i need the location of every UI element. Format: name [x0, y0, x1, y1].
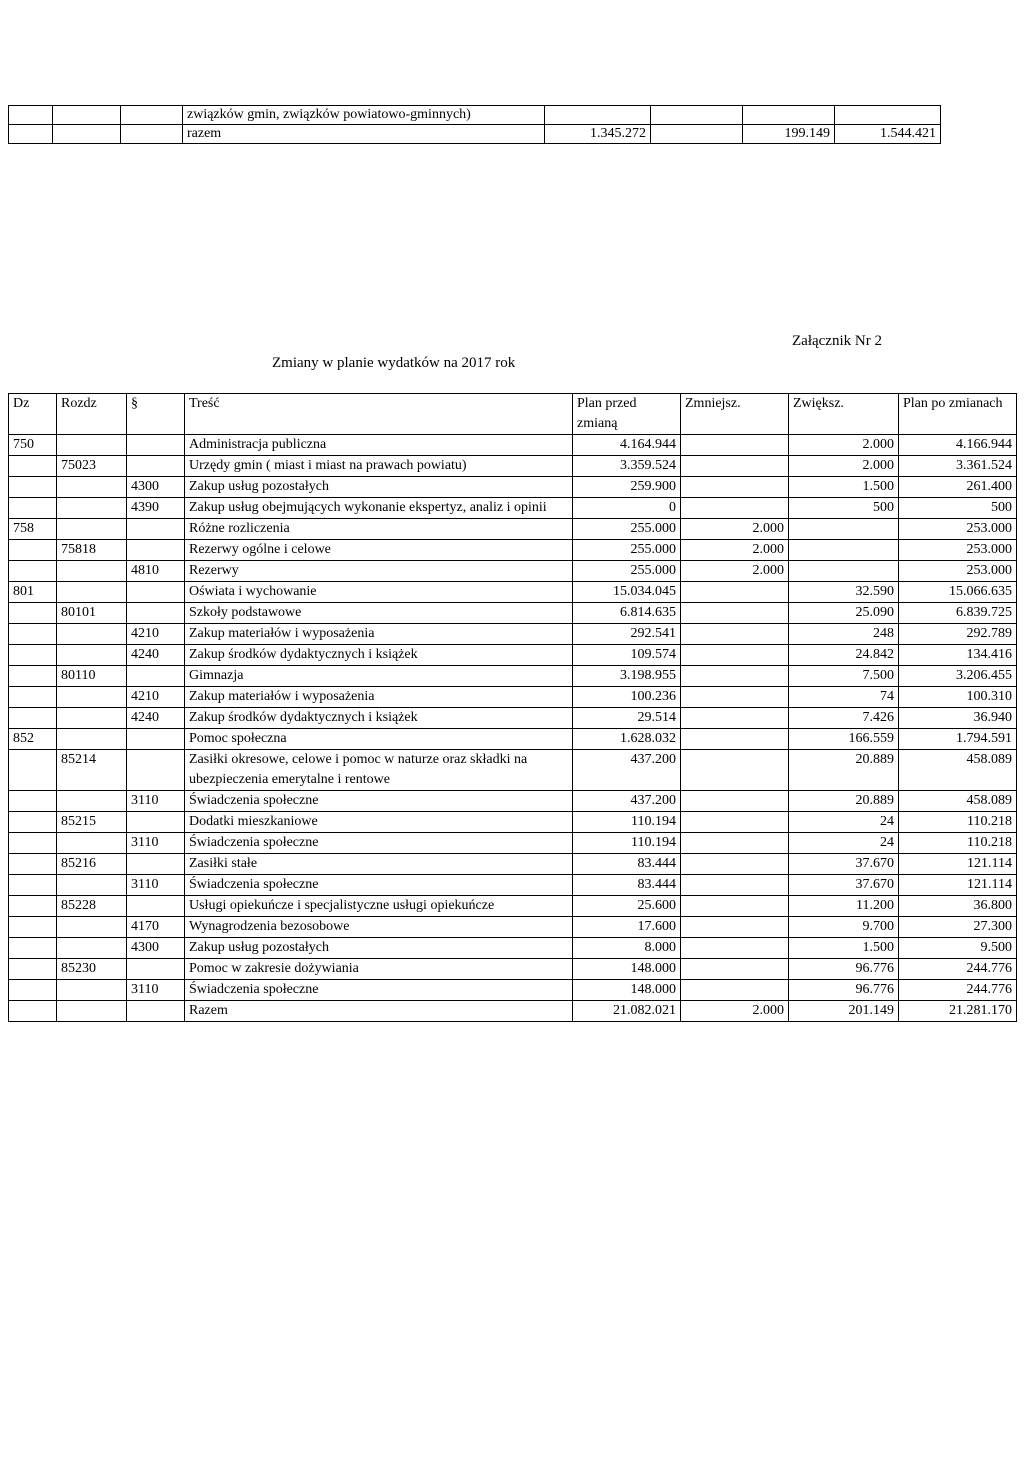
plan-before-cell: 110.194: [573, 833, 681, 854]
plan-after-cell: 110.218: [899, 833, 1017, 854]
increase-cell: 37.670: [789, 875, 899, 896]
paragraph-cell: 4300: [127, 477, 185, 498]
paragraph-cell: 4240: [127, 645, 185, 666]
tresc-cell: Zakup usług pozostałych: [185, 477, 573, 498]
table-row: [9, 519, 1017, 540]
dz-cell: [9, 833, 57, 854]
increase-cell: 2.000: [789, 435, 899, 456]
paragraph-cell: [127, 456, 185, 477]
decrease-cell: [681, 477, 789, 498]
decrease-cell: 2.000: [681, 540, 789, 561]
paragraph-cell: [127, 603, 185, 624]
header-paragraph: §: [127, 394, 185, 435]
rozdz-cell: 75818: [57, 540, 127, 561]
paragraph-cell: 4210: [127, 687, 185, 708]
plan-after-cell: 121.114: [899, 854, 1017, 875]
decrease-cell: [651, 125, 743, 144]
header-plan-after: Plan po zmianach: [899, 394, 1017, 435]
increase-cell: 96.776: [789, 959, 899, 980]
plan-after-cell: 253.000: [899, 519, 1017, 540]
paragraph-cell: [127, 519, 185, 540]
paragraph-cell: [127, 896, 185, 917]
increase-cell: 20.889: [789, 791, 899, 812]
table-row: [9, 833, 1017, 854]
increase-cell: 7.500: [789, 666, 899, 687]
plan-after-cell: 3.361.524: [899, 456, 1017, 477]
paragraph-cell: [127, 582, 185, 603]
increase-cell: 74: [789, 687, 899, 708]
plan-before-cell: 255.000: [573, 519, 681, 540]
increase-cell: 20.889: [789, 750, 899, 791]
tresc-cell: Świadczenia społeczne: [185, 875, 573, 896]
rozdz-cell: 85230: [57, 959, 127, 980]
dz-cell: 758: [9, 519, 57, 540]
razem-label: razem: [183, 125, 545, 144]
header-dz: Dz: [9, 394, 57, 435]
annex-label: Załącznik Nr 2: [792, 333, 882, 349]
tresc-cell: Administracja publiczna: [185, 435, 573, 456]
rozdz-cell: [57, 729, 127, 750]
tresc-cell: Zakup środków dydaktycznych i książek: [185, 708, 573, 729]
plan-after-cell: 36.800: [899, 896, 1017, 917]
table-row: [9, 938, 1017, 959]
plan-before-cell: 29.514: [573, 708, 681, 729]
tresc-cell: Urzędy gmin ( miast i miast na prawach powiatu): [185, 456, 573, 477]
plan-after-cell: 9.500: [899, 938, 1017, 959]
header-row: [9, 394, 1017, 435]
table-row: [9, 896, 1017, 917]
continuation-text: związków gmin, związków powiatowo-gminnych): [183, 106, 545, 125]
tresc-cell: Zakup usług obejmujących wykonanie ekspertyz, analiz i opinii: [185, 498, 573, 519]
decrease-cell: [681, 854, 789, 875]
tresc-cell: Różne rozliczenia: [185, 519, 573, 540]
table-row: [9, 435, 1017, 456]
decrease-cell: [681, 456, 789, 477]
plan-before-cell: 25.600: [573, 896, 681, 917]
rozdz-cell: 75023: [57, 456, 127, 477]
dz-cell: [9, 791, 57, 812]
table-row: [9, 980, 1017, 1001]
tresc-cell: Wynagrodzenia bezosobowe: [185, 917, 573, 938]
increase-cell: 199.149: [743, 125, 835, 144]
decrease-cell: [681, 833, 789, 854]
decrease-cell: [681, 582, 789, 603]
tresc-cell: Świadczenia społeczne: [185, 833, 573, 854]
plan-after-cell: 500: [899, 498, 1017, 519]
tresc-cell: Pomoc społeczna: [185, 729, 573, 750]
decrease-cell: [681, 917, 789, 938]
tresc-cell: Szkoły podstawowe: [185, 603, 573, 624]
plan-before-cell: 110.194: [573, 812, 681, 833]
increase-cell: 24: [789, 833, 899, 854]
plan-after-cell: 4.166.944: [899, 435, 1017, 456]
increase-cell: 24: [789, 812, 899, 833]
plan-before-cell: 15.034.045: [573, 582, 681, 603]
decrease-cell: [681, 896, 789, 917]
dz-cell: [9, 666, 57, 687]
rozdz-cell: [57, 875, 127, 896]
rozdz-cell: [57, 477, 127, 498]
tresc-cell: Świadczenia społeczne: [185, 980, 573, 1001]
plan-after-cell: 253.000: [899, 540, 1017, 561]
decrease-cell: [681, 624, 789, 645]
tresc-cell: Razem: [185, 1001, 573, 1022]
table-row: [9, 540, 1017, 561]
plan-before-cell: 437.200: [573, 750, 681, 791]
dz-cell: [9, 938, 57, 959]
dz-cell: [9, 540, 57, 561]
decrease-cell: [681, 645, 789, 666]
table-row: [9, 603, 1017, 624]
increase-cell: 32.590: [789, 582, 899, 603]
dz-cell: [9, 645, 57, 666]
table-row: [9, 1001, 1017, 1022]
tresc-cell: Dodatki mieszkaniowe: [185, 812, 573, 833]
dz-cell: 801: [9, 582, 57, 603]
increase-cell: 2.000: [789, 456, 899, 477]
rozdz-cell: [57, 833, 127, 854]
dz-cell: [9, 708, 57, 729]
plan-before-cell: 259.900: [573, 477, 681, 498]
increase-cell: [789, 561, 899, 582]
rozdz-cell: [57, 498, 127, 519]
paragraph-cell: [127, 854, 185, 875]
decrease-cell: [681, 875, 789, 896]
increase-cell: 166.559: [789, 729, 899, 750]
tresc-cell: Świadczenia społeczne: [185, 791, 573, 812]
rozdz-cell: [57, 917, 127, 938]
rozdz-cell: 80101: [57, 603, 127, 624]
plan-after-cell: 3.206.455: [899, 666, 1017, 687]
table-row: [9, 854, 1017, 875]
dz-cell: [9, 750, 57, 791]
header-rozdz: Rozdz: [57, 394, 127, 435]
dz-cell: 750: [9, 435, 57, 456]
tresc-cell: Zakup usług pozostałych: [185, 938, 573, 959]
table-row: [9, 917, 1017, 938]
increase-cell: [789, 540, 899, 561]
rozdz-cell: [57, 435, 127, 456]
tresc-cell: Zakup materiałów i wyposażenia: [185, 687, 573, 708]
increase-cell: 1.500: [789, 938, 899, 959]
plan-before-cell: 148.000: [573, 980, 681, 1001]
expenditure-table: [8, 393, 1017, 1022]
tresc-cell: Zakup środków dydaktycznych i książek: [185, 645, 573, 666]
plan-before-cell: 6.814.635: [573, 603, 681, 624]
table-row: [9, 498, 1017, 519]
header-plan-before: Plan przed zmianą: [573, 394, 681, 435]
increase-cell: 201.149: [789, 1001, 899, 1022]
increase-cell: 9.700: [789, 917, 899, 938]
plan-before-cell: 1.628.032: [573, 729, 681, 750]
paragraph-cell: [127, 959, 185, 980]
rozdz-cell: [57, 791, 127, 812]
plan-before-cell: 17.600: [573, 917, 681, 938]
document-title: Zmiany w planie wydatków na 2017 rok: [272, 355, 516, 371]
plan-before-cell: 3.359.524: [573, 456, 681, 477]
tresc-cell: Gimnazja: [185, 666, 573, 687]
plan-after-cell: 15.066.635: [899, 582, 1017, 603]
decrease-cell: [681, 498, 789, 519]
paragraph-cell: [127, 750, 185, 791]
tresc-cell: Rezerwy ogólne i celowe: [185, 540, 573, 561]
dz-cell: 852: [9, 729, 57, 750]
table-row: [9, 582, 1017, 603]
increase-cell: 500: [789, 498, 899, 519]
decrease-cell: [681, 959, 789, 980]
dz-cell: [9, 603, 57, 624]
plan-after-cell: 110.218: [899, 812, 1017, 833]
decrease-cell: [681, 603, 789, 624]
paragraph-cell: 4170: [127, 917, 185, 938]
plan-before-cell: 109.574: [573, 645, 681, 666]
table-row: [9, 875, 1017, 896]
tresc-cell: Zasiłki stałe: [185, 854, 573, 875]
table-row: [9, 812, 1017, 833]
table-row: [9, 687, 1017, 708]
decrease-cell: [681, 666, 789, 687]
decrease-cell: [681, 729, 789, 750]
tresc-cell: Zasiłki okresowe, celowe i pomoc w naturze oraz składki na ubezpieczenia emerytalne i rentowe: [185, 750, 573, 791]
increase-cell: [789, 519, 899, 540]
increase-cell: 25.090: [789, 603, 899, 624]
dz-cell: [9, 498, 57, 519]
plan-before-cell: 1.345.272: [545, 125, 651, 144]
dz-cell: [9, 896, 57, 917]
rozdz-cell: 85215: [57, 812, 127, 833]
table-row: [9, 456, 1017, 477]
decrease-cell: 2.000: [681, 519, 789, 540]
table-row: [9, 645, 1017, 666]
plan-after-cell: 100.310: [899, 687, 1017, 708]
dz-cell: [9, 687, 57, 708]
plan-before-cell: 437.200: [573, 791, 681, 812]
table-row: [9, 477, 1017, 498]
decrease-cell: [681, 938, 789, 959]
plan-before-cell: 83.444: [573, 875, 681, 896]
plan-after-cell: 261.400: [899, 477, 1017, 498]
decrease-cell: 2.000: [681, 1001, 789, 1022]
plan-after-cell: 121.114: [899, 875, 1017, 896]
paragraph-cell: [127, 666, 185, 687]
rozdz-cell: [57, 582, 127, 603]
rozdz-cell: [57, 624, 127, 645]
table-row: [9, 624, 1017, 645]
paragraph-cell: [127, 812, 185, 833]
table-row: [9, 666, 1017, 687]
plan-before-cell: 4.164.944: [573, 435, 681, 456]
tresc-cell: Rezerwy: [185, 561, 573, 582]
plan-after-cell: 458.089: [899, 791, 1017, 812]
header-decrease: Zmniejsz.: [681, 394, 789, 435]
decrease-cell: [681, 812, 789, 833]
paragraph-cell: [127, 540, 185, 561]
paragraph-cell: 4300: [127, 938, 185, 959]
paragraph-cell: 4810: [127, 561, 185, 582]
rozdz-cell: [57, 980, 127, 1001]
plan-before-cell: 8.000: [573, 938, 681, 959]
plan-after-cell: 134.416: [899, 645, 1017, 666]
rozdz-cell: [57, 708, 127, 729]
dz-cell: [9, 456, 57, 477]
dz-cell: [9, 624, 57, 645]
plan-before-cell: 100.236: [573, 687, 681, 708]
decrease-cell: [681, 791, 789, 812]
decrease-cell: [681, 980, 789, 1001]
rozdz-cell: 85216: [57, 854, 127, 875]
increase-cell: 11.200: [789, 896, 899, 917]
rozdz-cell: 80110: [57, 666, 127, 687]
plan-after-cell: 6.839.725: [899, 603, 1017, 624]
rozdz-cell: 85228: [57, 896, 127, 917]
paragraph-cell: 4210: [127, 624, 185, 645]
dz-cell: [9, 980, 57, 1001]
paragraph-cell: [127, 435, 185, 456]
plan-after-cell: 36.940: [899, 708, 1017, 729]
plan-before-cell: 255.000: [573, 561, 681, 582]
plan-before-cell: 148.000: [573, 959, 681, 980]
plan-before-cell: 292.541: [573, 624, 681, 645]
dz-cell: [9, 477, 57, 498]
plan-after-cell: 244.776: [899, 980, 1017, 1001]
decrease-cell: [681, 435, 789, 456]
decrease-cell: 2.000: [681, 561, 789, 582]
decrease-cell: [681, 750, 789, 791]
increase-cell: 96.776: [789, 980, 899, 1001]
dz-cell: [9, 812, 57, 833]
table-row: [9, 729, 1017, 750]
paragraph-cell: 4240: [127, 708, 185, 729]
plan-before-cell: 3.198.955: [573, 666, 681, 687]
plan-after-cell: 244.776: [899, 959, 1017, 980]
plan-before-cell: 83.444: [573, 854, 681, 875]
plan-after-cell: 458.089: [899, 750, 1017, 791]
rozdz-cell: [57, 938, 127, 959]
dz-cell: [9, 917, 57, 938]
increase-cell: 37.670: [789, 854, 899, 875]
decrease-cell: [681, 687, 789, 708]
dz-cell: [9, 875, 57, 896]
tresc-cell: Usługi opiekuńcze i specjalistyczne usługi opiekuńcze: [185, 896, 573, 917]
rozdz-cell: [57, 519, 127, 540]
plan-after-cell: 21.281.170: [899, 1001, 1017, 1022]
plan-before-cell: 21.082.021: [573, 1001, 681, 1022]
dz-cell: [9, 1001, 57, 1022]
rozdz-cell: 85214: [57, 750, 127, 791]
rozdz-cell: [57, 687, 127, 708]
increase-cell: 24.842: [789, 645, 899, 666]
table-row: [9, 959, 1017, 980]
paragraph-cell: 3110: [127, 980, 185, 1001]
plan-before-cell: 255.000: [573, 540, 681, 561]
tresc-cell: Zakup materiałów i wyposażenia: [185, 624, 573, 645]
header-increase: Zwiększ.: [789, 394, 899, 435]
decrease-cell: [681, 708, 789, 729]
plan-after-cell: 1.794.591: [899, 729, 1017, 750]
paragraph-cell: 3110: [127, 791, 185, 812]
increase-cell: 248: [789, 624, 899, 645]
tresc-cell: Pomoc w zakresie dożywiania: [185, 959, 573, 980]
header-tresc: Treść: [185, 394, 573, 435]
rozdz-cell: [57, 1001, 127, 1022]
rozdz-cell: [57, 561, 127, 582]
dz-cell: [9, 959, 57, 980]
plan-before-cell: 0: [573, 498, 681, 519]
rozdz-cell: [57, 645, 127, 666]
increase-cell: 7.426: [789, 708, 899, 729]
increase-cell: 1.500: [789, 477, 899, 498]
plan-after-cell: 1.544.421: [835, 125, 941, 144]
plan-after-cell: 27.300: [899, 917, 1017, 938]
table-row: [9, 561, 1017, 582]
paragraph-cell: [127, 729, 185, 750]
paragraph-cell: [127, 1001, 185, 1022]
dz-cell: [9, 561, 57, 582]
table-row: [9, 791, 1017, 812]
paragraph-cell: 4390: [127, 498, 185, 519]
table-row: [9, 708, 1017, 729]
tresc-cell: Oświata i wychowanie: [185, 582, 573, 603]
plan-after-cell: 253.000: [899, 561, 1017, 582]
paragraph-cell: 3110: [127, 875, 185, 896]
table-row: [9, 750, 1017, 791]
paragraph-cell: 3110: [127, 833, 185, 854]
continuation-table: [8, 105, 941, 144]
plan-after-cell: 292.789: [899, 624, 1017, 645]
dz-cell: [9, 854, 57, 875]
